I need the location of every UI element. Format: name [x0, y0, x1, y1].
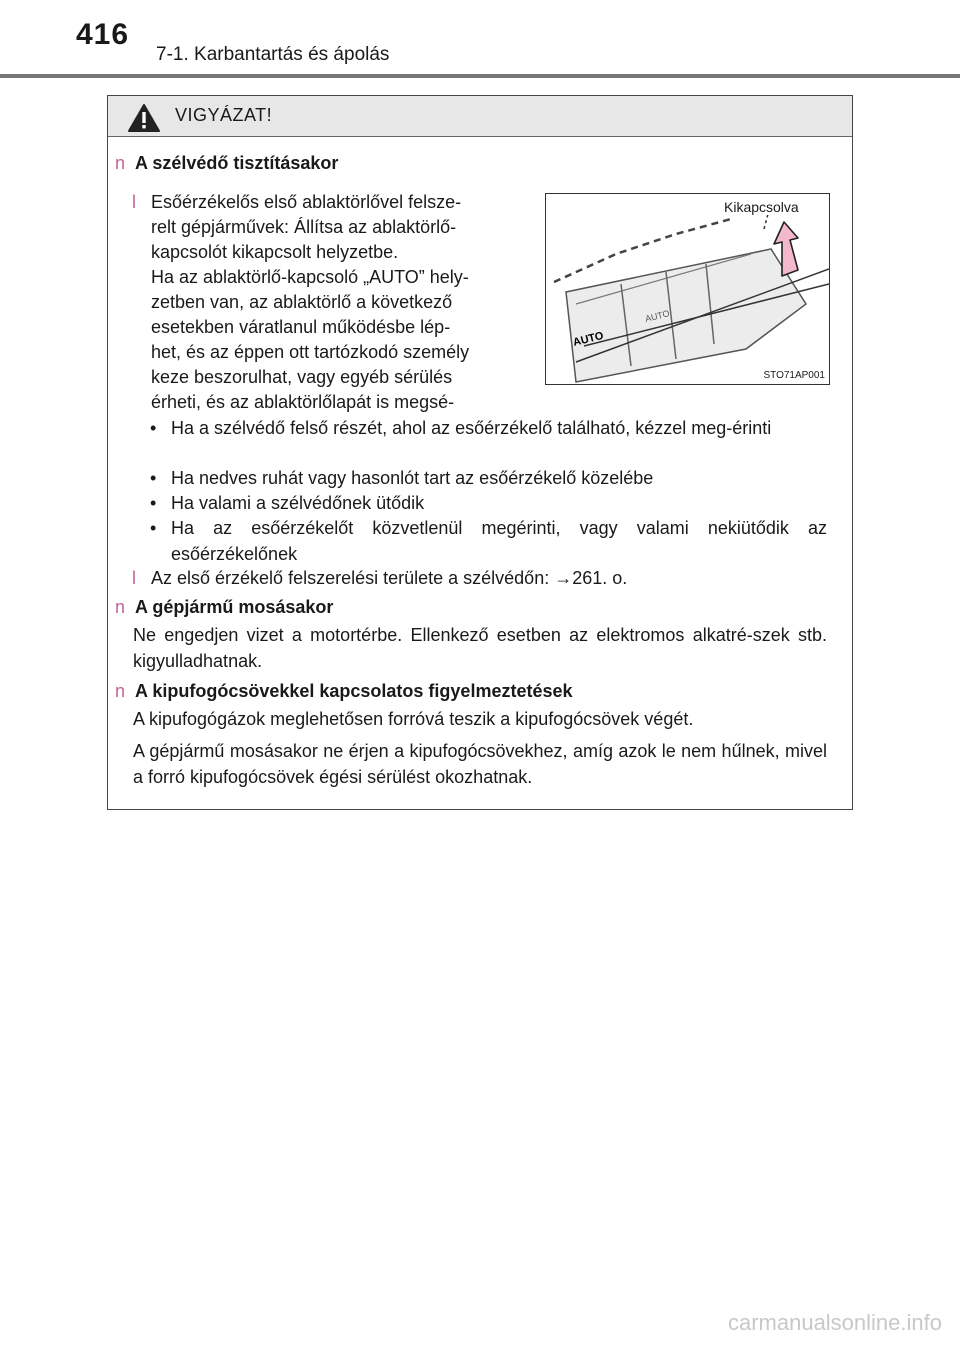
bullet-text: Ha a szélvédő felső részét, ahol az esőérzékelő található, kézzel meg-érinti: [171, 418, 772, 438]
illustration-code: STO71AP001: [763, 370, 825, 381]
section-mark: n: [115, 597, 126, 617]
exhaust-text-2: A gépjármű mosásakor ne érjen a kipufogócsövekhez, amíg azok le nem hűlnek, mivel a forró kipufogócsövek égési sérülést okozhatnak.: [133, 741, 827, 787]
text-line: Ha az ablaktörlő-kapcsoló „AUTO” hely-: [151, 267, 469, 287]
wiper-lever-drawing: [546, 194, 829, 384]
warning-header: [108, 96, 852, 137]
warning-triangle-icon: [127, 103, 161, 133]
text-line: Esőérzékelős első ablaktörlővel felsze-: [151, 192, 462, 212]
bullet-text: Ha nedves ruhát vagy hasonlót tart az esőérzékelő közelébe: [171, 468, 654, 488]
bullet-mark: •: [150, 418, 157, 438]
section-mark: n: [115, 153, 126, 173]
section-mark: n: [115, 681, 126, 701]
bullet-text: Ha valami a szélvédőnek ütődik: [171, 493, 425, 513]
text-line: esetekben váratlanul működésbe lép-: [151, 317, 451, 337]
warning-title: VIGYÁZAT!: [175, 105, 273, 125]
wiper-switch-illustration: [545, 193, 830, 385]
text-line: kapcsolót kikapcsolt helyzetbe.: [151, 242, 399, 262]
page-number: 416: [76, 18, 130, 51]
bullet-mark: •: [150, 493, 157, 513]
section-heading-text: A szélvédő tisztításakor: [135, 153, 339, 173]
section-title: 7-1. Karbantartás és ápolás: [156, 44, 390, 65]
watermark: carmanualsonline.info: [727, 1310, 942, 1335]
section-heading-text: A kipufogócsövekkel kapcsolatos figyelmeztetések: [135, 681, 573, 701]
auto-label-faint: AUTO: [644, 308, 671, 324]
bullet-text: Ha az esőérzékelőt közvetlenül megérinti, vagy valami nekiütődik az esőérzékelőnek: [171, 518, 827, 564]
item-mark: l: [132, 192, 136, 212]
text-line: zetben van, az ablaktörlő a következő: [151, 292, 453, 312]
text-line: relt gépjárművek: Állítsa az ablaktörlő-: [151, 217, 457, 237]
header-rule: [0, 74, 960, 78]
text-line: keze beszorulhat, vagy egyéb sérülés: [151, 367, 453, 387]
section-heading-text: A gépjármű mosásakor: [135, 597, 334, 617]
section-heading-washing: [115, 597, 333, 618]
section-heading-exhaust: [115, 681, 573, 702]
bullet-mark: •: [150, 518, 157, 538]
washing-text: Ne engedjen vizet a motortérbe. Ellenkező esetben az elektromos alkatré-szek stb. kigyulladhatnak.: [133, 625, 827, 671]
section-heading-windshield: [115, 153, 338, 174]
exhaust-text-1: A kipufogógázok meglehetősen forróvá teszik a kipufogócsövek végét.: [133, 709, 694, 729]
item-mark: l: [132, 568, 136, 588]
auto-label: AUTO: [571, 329, 605, 349]
off-position-label: Kikapcsolva: [724, 199, 799, 215]
item-sensor-location: Az első érzékelő felszerelési területe a szélvédőn: →261. o.: [151, 568, 628, 588]
bullet-mark: •: [150, 468, 157, 488]
text-line: érheti, és az ablaktörlőlapát is megsé-: [151, 392, 455, 412]
text-line: het, és az éppen ott tartózkodó személy: [151, 342, 470, 362]
